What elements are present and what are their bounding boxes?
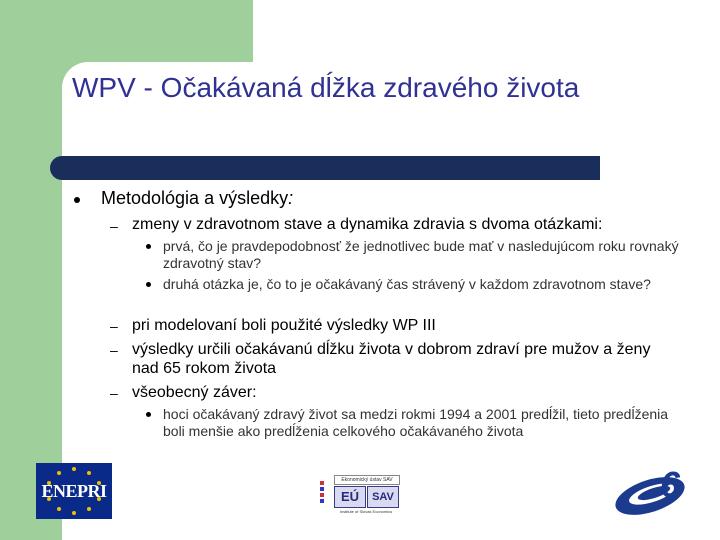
eu-sav-top-text: Ekonomický ústav SAV xyxy=(334,475,400,485)
dash-icon: – xyxy=(110,342,118,358)
small-bullet-icon xyxy=(146,282,151,287)
enepri-logo xyxy=(36,463,112,519)
bullet-level1 xyxy=(101,188,293,209)
bullet-level1-suffix: : xyxy=(288,188,294,208)
dash-icon: – xyxy=(110,218,118,234)
eu-sav-bottom-text: Institute of Slovak Economics xyxy=(339,509,393,514)
eu-sav-side-pattern xyxy=(318,479,330,515)
eu-sav-left: EÚ xyxy=(334,486,366,508)
bullet-level1-main: Metodológia a výsledky xyxy=(101,188,289,208)
small-bullet-icon xyxy=(146,244,151,249)
dash-icon: – xyxy=(110,385,118,401)
bullet-dot-icon xyxy=(74,197,80,203)
small-bullet-icon xyxy=(146,412,151,417)
subitem-4: všeobecný záver: xyxy=(132,384,257,401)
fp6-logo xyxy=(610,462,690,518)
enepri-text: ENEPRI xyxy=(41,481,107,501)
subbullet-1: prvá, čo je pravdepodobnosť že jednotlivec bude mať v nasledujúcom roku rovnaký zdravotný stav? xyxy=(163,238,679,271)
subbullet-2: druhá otázka je, čo to je očakávaný čas strávený v každom zdravotnom stave? xyxy=(163,276,651,292)
fp6-number: 6 xyxy=(660,464,681,505)
eu-sav-logo xyxy=(318,475,400,515)
dash-icon: – xyxy=(110,318,118,334)
subbullet-3: hoci očakávaný zdravý život sa medzi rokmi 1994 a 2001 predĺžil, tieto predĺženia boli menšie ako predĺženia celkového očakávaného života xyxy=(163,406,669,439)
slide-title: WPV - Očakávaná dĺžka zdravého života xyxy=(72,72,580,103)
subitem-3: výsledky určili očakávanú dĺžku života v dobrom zdraví pre mužov a ženy nad 65 rokom života xyxy=(132,341,651,377)
eu-sav-right: SAV xyxy=(367,486,399,508)
subitem-1: zmeny v zdravotnom stave a dynamika zdravia s dvoma otázkami: xyxy=(132,216,603,233)
subitem-2: pri modelovaní boli použité výsledky WP III xyxy=(132,317,436,334)
